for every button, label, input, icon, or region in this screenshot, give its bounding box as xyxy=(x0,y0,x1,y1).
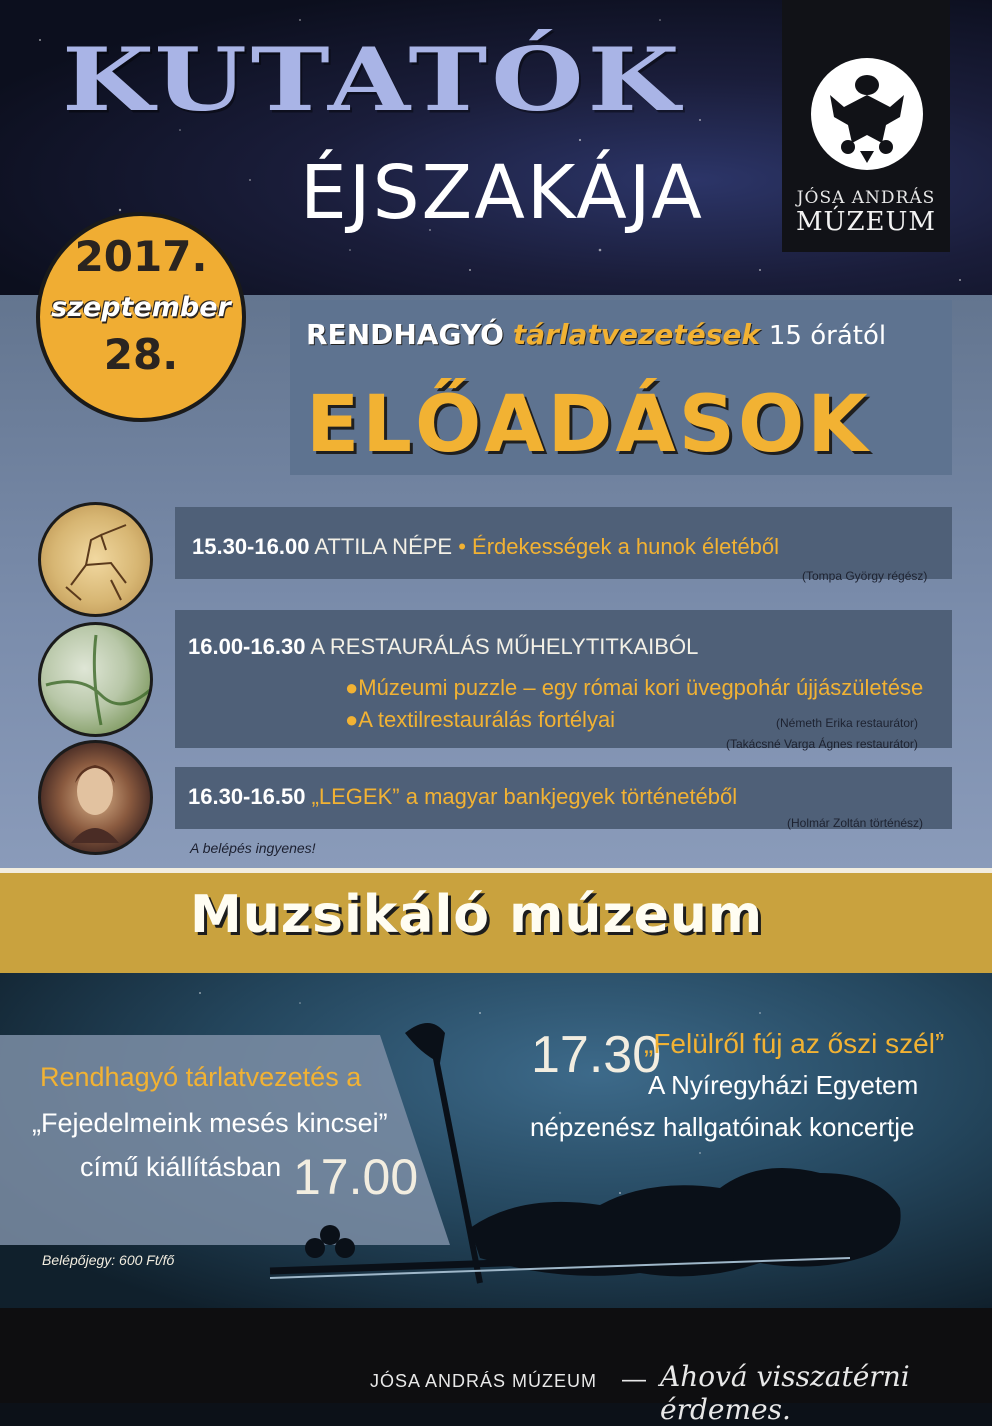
program-3-title: „LEGEK” xyxy=(311,784,400,809)
program-2-credit-2: (Takácsné Varga Ágnes restaurátor) xyxy=(726,737,918,751)
program-1-credit: (Tompa György régész) xyxy=(802,569,928,583)
program-3-time: 16.30-16.50 xyxy=(188,784,306,809)
program-3-credit: (Holmár Zoltán történész) xyxy=(787,816,924,830)
concert-line-2: A Nyíregyházi Egyetem xyxy=(648,1070,919,1100)
program-2-title: A RESTAURÁLÁS MŰHELYTITKAIBÓL xyxy=(310,634,699,659)
lectures-title: ELŐADÁSOK xyxy=(306,380,871,470)
guided-word3: 15 órától xyxy=(768,321,887,351)
concert-time: 17.30 xyxy=(531,1026,662,1084)
program-2-item-1: ●Múzeumi puzzle – egy római kori üvegpohár újjászületése xyxy=(345,675,924,700)
logo-text-line1: JÓSA ANDRÁS xyxy=(796,188,936,208)
banknote-portrait-image xyxy=(38,740,153,855)
program-1-title: ATTILA NÉPE xyxy=(314,534,453,559)
date-month: szeptember xyxy=(51,292,231,323)
restoration-glass-image xyxy=(38,622,153,737)
tour-line-3: című kiállításban xyxy=(80,1152,282,1182)
footer-slogan: Ahová visszatérni érdemes. xyxy=(660,1360,910,1426)
program-1-subtitle: Érdekességek a hunok életéből xyxy=(472,534,780,559)
guided-tours-line xyxy=(306,318,886,351)
program-1-text xyxy=(192,534,779,560)
date-year: 2017. xyxy=(74,232,208,281)
portrait-icon xyxy=(41,743,150,852)
program-2-time: 16.00-16.30 xyxy=(188,634,306,659)
program-2-text xyxy=(188,634,698,660)
tour-line-1: Rendhagyó tárlatvezetés a xyxy=(40,1062,362,1092)
ticket-price: Belépőjegy: 600 Ft/fő xyxy=(42,1252,175,1268)
museum-logo-icon xyxy=(808,55,926,173)
program-3-text xyxy=(188,784,737,810)
program-2-item-2: ●A textilrestaurálás fortélyai xyxy=(345,707,616,732)
free-entry-note: A belépés ingyenes! xyxy=(190,840,316,856)
music-banner-title: Muzsikáló múzeum xyxy=(190,885,764,945)
guided-word1: RENDHAGYÓ xyxy=(306,318,504,351)
program-3-subtitle: a magyar bankjegyek történetéből xyxy=(405,784,738,809)
program-1-bullet: • xyxy=(458,534,466,559)
guided-word2: tárlatvezetések xyxy=(512,318,760,351)
program-1-time: 15.30-16.00 xyxy=(192,534,310,559)
concert-line-3: népzenész hallgatóinak koncertje xyxy=(530,1112,915,1142)
tour-time: 17.00 xyxy=(293,1149,419,1205)
concert-title: „Felülről fúj az őszi szél” xyxy=(644,1028,945,1059)
glass-fragment-icon xyxy=(41,625,150,734)
program-2-credit-1: (Németh Erika restaurátor) xyxy=(776,716,919,730)
title-ejszakaja: ÉJSZAKÁJA xyxy=(300,150,704,236)
title-kutatok: KUTATÓK xyxy=(62,28,684,131)
date-day: 28. xyxy=(103,330,179,379)
footer-museum-name: JÓSA ANDRÁS MÚZEUM xyxy=(370,1371,598,1391)
bow-icon xyxy=(430,1028,480,1283)
footer-dash: — xyxy=(622,1366,646,1393)
tour-line-2: „Fejedelmeink mesés kincsei” xyxy=(32,1108,388,1138)
rider-drawing-icon xyxy=(41,505,150,614)
huns-rider-image xyxy=(38,502,153,617)
logo-text-line2: MÚZEUM xyxy=(795,207,937,237)
